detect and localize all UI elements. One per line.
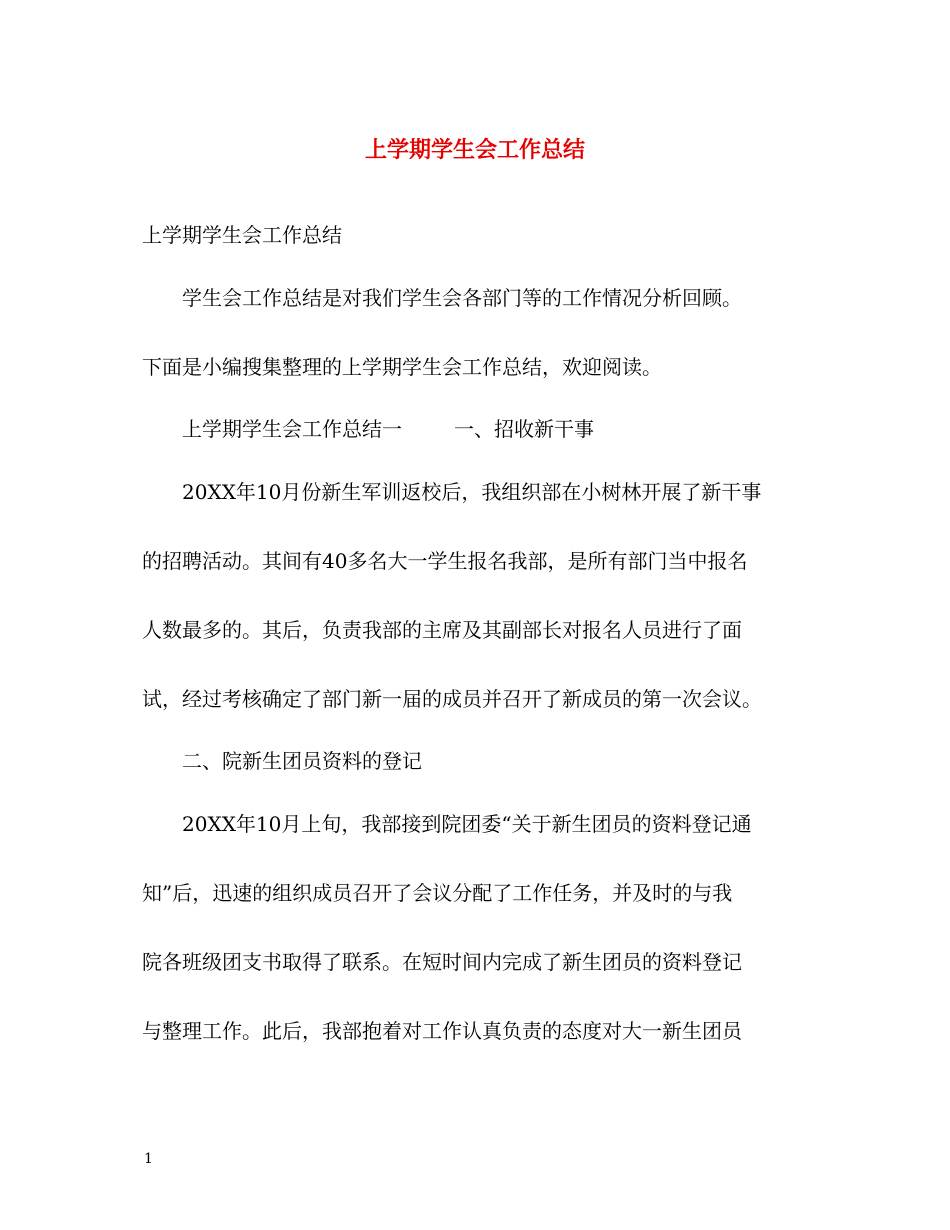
paragraph-line: 20XX年10月上旬，我部接到院团委“关于新生团员的资料登记通 bbox=[182, 812, 752, 836]
paragraph-line: 知”后，迅速的组织成员召开了会议分配了工作任务，并及时的与我 bbox=[142, 881, 733, 905]
section-heading: 二、院新生团员资料的登记 bbox=[182, 749, 422, 773]
paragraph-line: 的招聘活动。其间有40多名大一学生报名我部，是所有部门当中报名 bbox=[142, 549, 748, 573]
paragraph-line: 下面是小编搜集整理的上学期学生会工作总结，欢迎阅读。 bbox=[142, 355, 662, 379]
section-line bbox=[182, 414, 594, 444]
paragraph-line: 人数最多的。其后，负责我部的主席及其副部长对报名人员进行了面 bbox=[142, 618, 742, 642]
document-title: 上学期学生会工作总结 bbox=[364, 137, 585, 163]
paragraph-line: 院各班级团支书取得了联系。在短时间内完成了新生团员的资料登记 bbox=[142, 950, 742, 974]
page-number: 1 bbox=[144, 1151, 153, 1167]
paragraph-line: 试，经过考核确定了部门新一届的成员并召开了新成员的第一次会议。 bbox=[142, 687, 762, 711]
paragraph-line: 与整理工作。此后，我部抱着对工作认真负责的态度对大一新生团员 bbox=[142, 1019, 742, 1043]
paragraph-line: 学生会工作总结是对我们学生会各部门等的工作情况分析回顾。 bbox=[182, 286, 742, 310]
section-label: 上学期学生会工作总结一 bbox=[182, 417, 402, 441]
document-subtitle: 上学期学生会工作总结 bbox=[142, 223, 342, 247]
section-heading: 一、招收新干事 bbox=[454, 417, 594, 441]
paragraph-line: 20XX年10月份新生军训返校后，我组织部在小树林开展了新干事 bbox=[182, 480, 762, 504]
